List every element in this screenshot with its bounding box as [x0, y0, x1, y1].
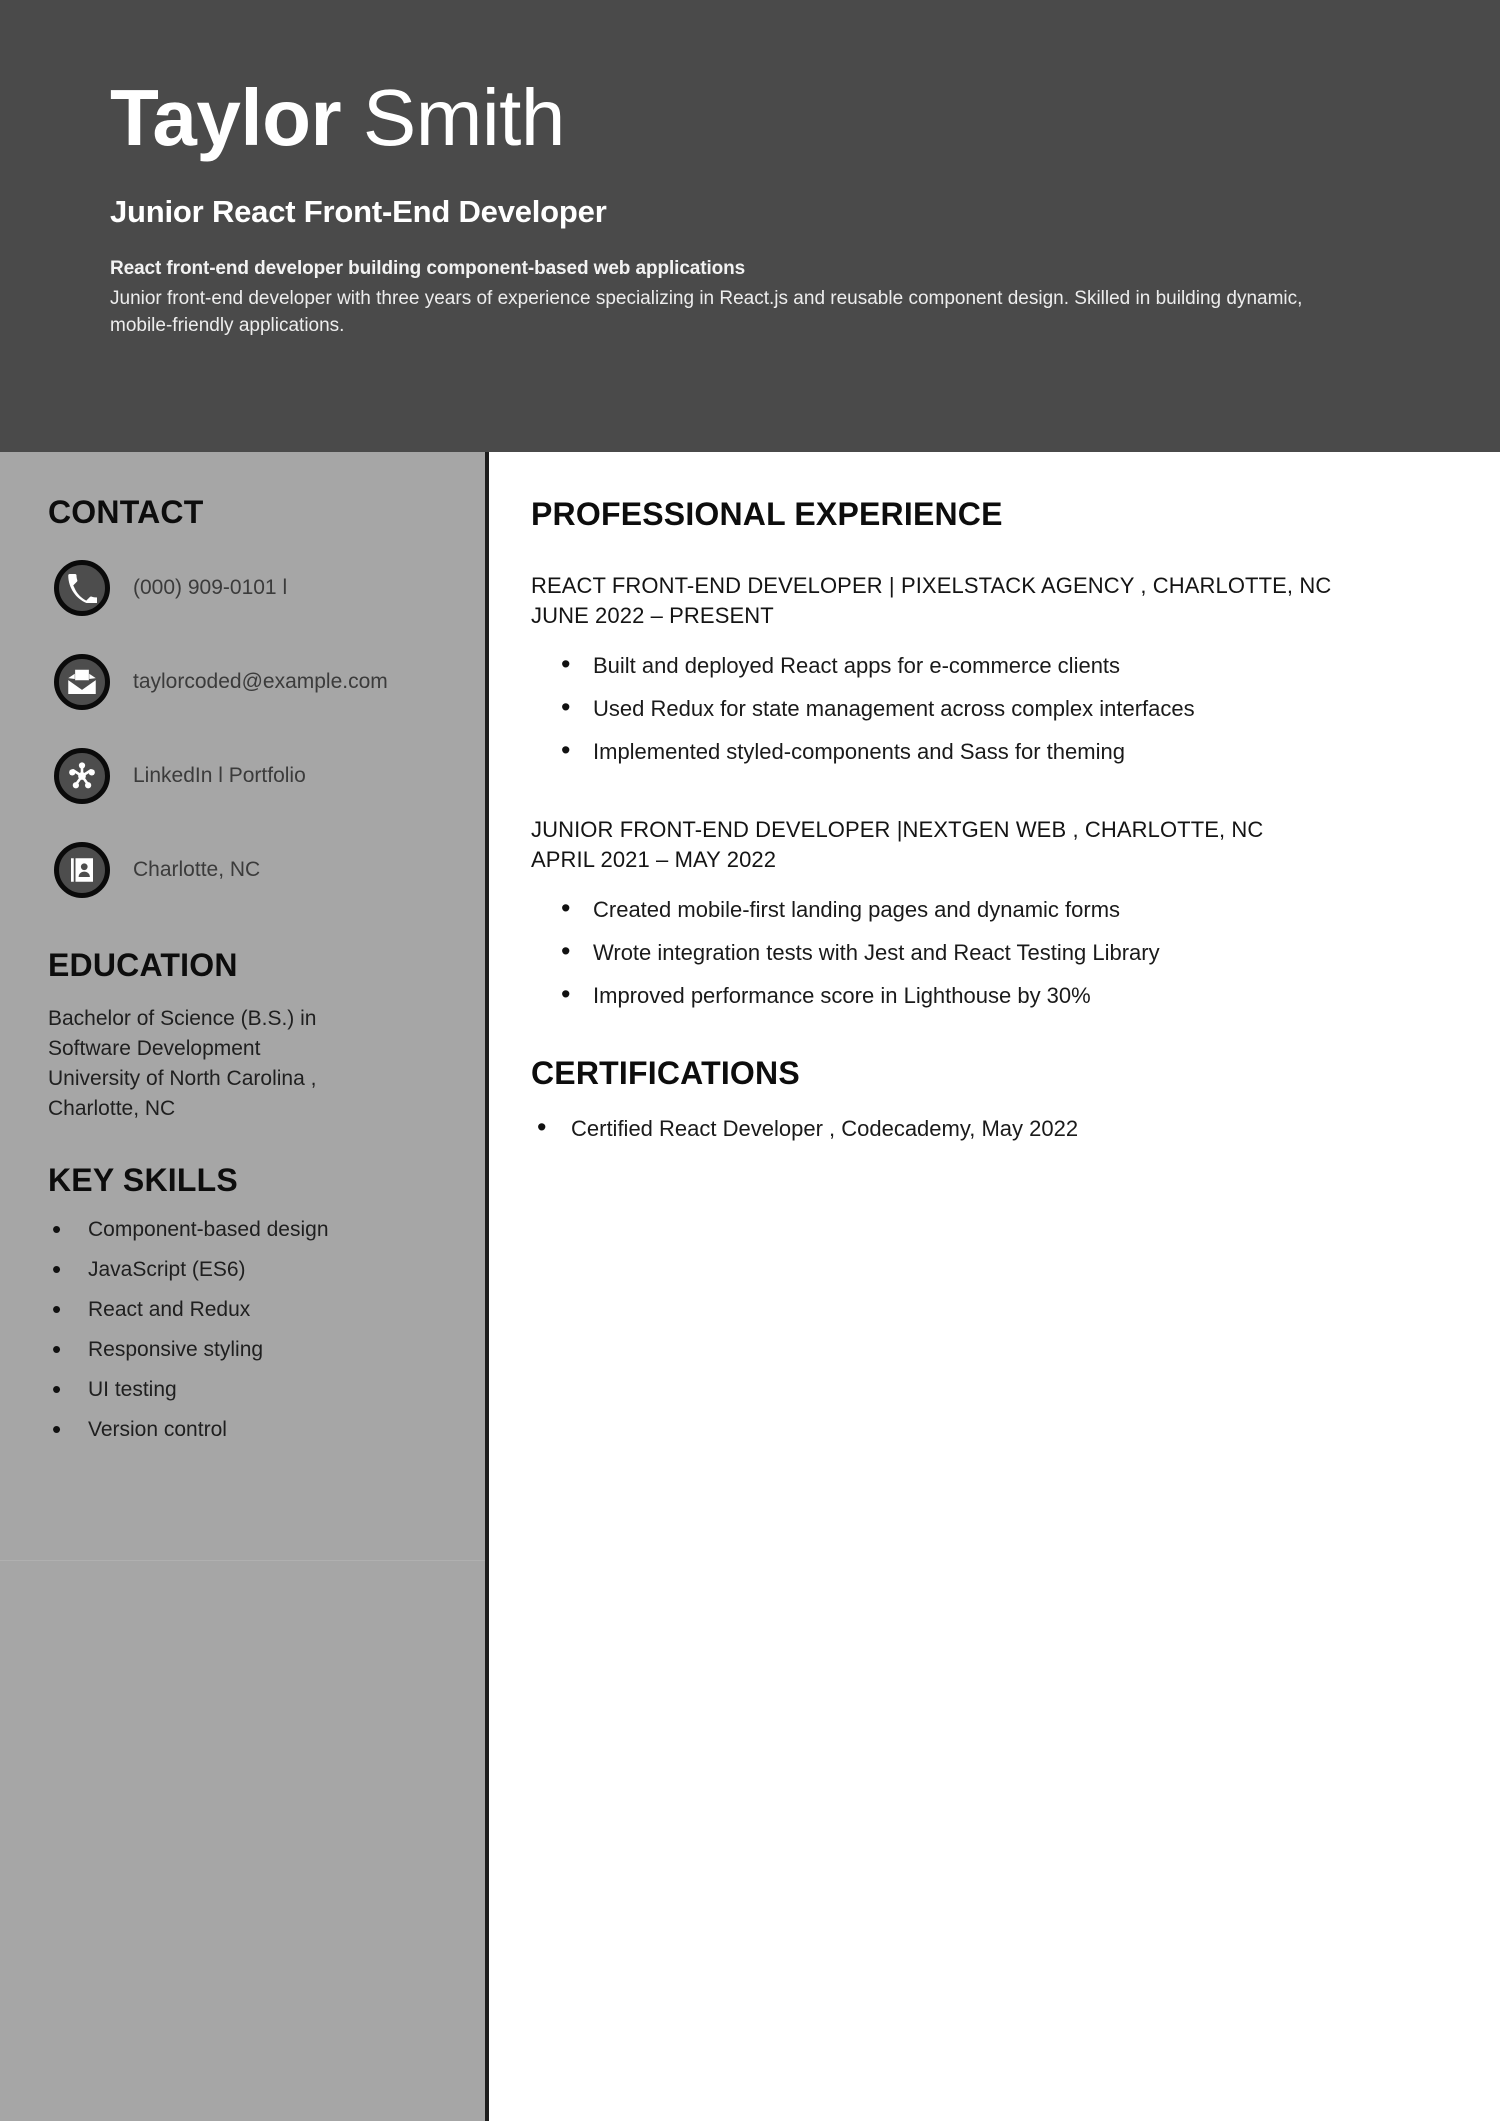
address-book-icon	[54, 842, 110, 898]
network-share-icon	[54, 748, 110, 804]
contact-list	[48, 553, 441, 905]
contact-phone-text[interactable]: (000) 909-0101 l	[133, 576, 288, 599]
contact-item-email	[48, 647, 441, 717]
list-item: • Used Redux for state management across complex interfaces	[531, 698, 1440, 720]
sidebar	[0, 452, 489, 2121]
job-title-company: JUNIOR FRONT-END DEVELOPER |NEXTGEN WEB , CHARLOTTE, NC	[531, 816, 1264, 842]
contact-links-text[interactable]: LinkedIn l Portfolio	[133, 764, 306, 787]
list-item: • Built and deployed React apps for e-commerce clients	[531, 655, 1440, 677]
sidebar-divider	[0, 1560, 485, 1561]
job-bullets	[531, 896, 1440, 1008]
education-heading: EDUCATION	[48, 947, 238, 983]
phone-icon	[54, 560, 110, 616]
envelope-icon	[54, 654, 110, 710]
main-content	[493, 452, 1500, 2121]
job-title-company: REACT FRONT-END DEVELOPER | PIXELSTACK AGENCY , CHARLOTTE, NC	[531, 573, 1332, 598]
education-degree: Bachelor of Science (B.S.) in Software Development	[48, 1007, 317, 1061]
contact-heading: CONTACT	[48, 494, 204, 530]
list-item: • JavaScript (ES6)	[48, 1259, 441, 1280]
contact-location-text: Charlotte, NC	[133, 858, 261, 881]
contact-item-location	[48, 835, 441, 905]
contact-email-text[interactable]: taylorcoded@example.com	[133, 670, 388, 693]
first-name: Taylor	[110, 73, 342, 162]
education-school: University of North Carolina , Charlotte, NC	[48, 1067, 317, 1121]
list-item: • Improved performance score in Lighthouse by 30%	[531, 985, 1440, 1007]
job-bullets	[531, 652, 1440, 764]
skills-list	[48, 1219, 441, 1440]
experience-entry-1	[531, 571, 1440, 763]
list-item: • React and Redux	[48, 1299, 441, 1320]
list-item: • Wrote integration tests with Jest and React Testing Library	[531, 942, 1440, 964]
list-item: • Implemented styled-components and Sass for theming	[531, 741, 1440, 763]
candidate-name	[110, 73, 1500, 162]
list-item: • Created mobile-first landing pages and dynamic forms	[531, 899, 1440, 921]
education-details	[48, 1004, 378, 1124]
last-name: Smith	[362, 73, 565, 162]
resume-header	[0, 0, 1500, 452]
list-item: • Version control	[48, 1419, 441, 1440]
contact-item-links	[48, 741, 441, 811]
certifications-list	[531, 1115, 1440, 1141]
candidate-job-title: Junior React Front-End Developer	[110, 194, 607, 229]
list-item: • Responsive styling	[48, 1339, 441, 1360]
experience-heading: PROFESSIONAL EXPERIENCE	[531, 496, 1003, 532]
job-dates: JUNE 2022 – PRESENT	[531, 602, 774, 628]
list-item: • Component-based design	[48, 1219, 441, 1240]
job-dates: APRIL 2021 – MAY 2022	[531, 846, 777, 872]
experience-entry-2	[531, 815, 1440, 1007]
contact-item-phone	[48, 553, 441, 623]
skills-heading: KEY SKILLS	[48, 1162, 238, 1199]
summary-headline: React front-end developer building component-based web applications	[110, 258, 746, 279]
summary-body: Junior front-end developer with three years of experience specializing in React.js and reusable component design. Skilled in building dynamic, mobile-friendly applications.	[110, 288, 1303, 336]
list-item: • Certified React Developer , Codecademy, May 2022	[531, 1118, 1440, 1140]
certifications-heading: CERTIFICATIONS	[531, 1054, 800, 1091]
list-item: • UI testing	[48, 1379, 441, 1400]
